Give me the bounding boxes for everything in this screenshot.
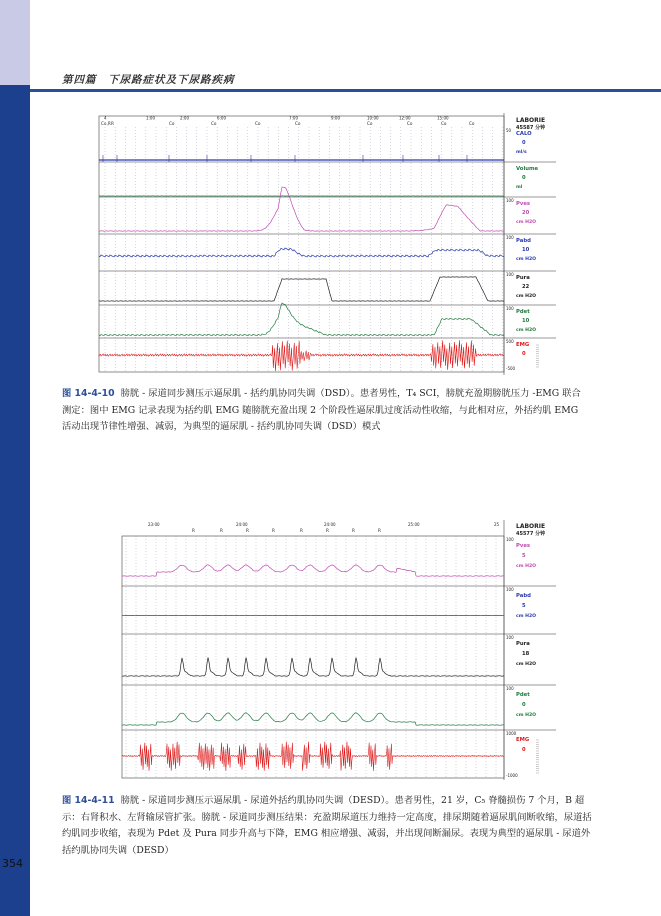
channel-unit: ml/s — [516, 150, 527, 155]
recording-id: 45587 分钟 — [516, 125, 546, 131]
time-tick-label: 25 — [494, 522, 500, 527]
event-marker: R — [378, 528, 381, 533]
channel-scale: 50 — [506, 128, 512, 133]
event-marker: R — [111, 121, 114, 126]
channel-name: CALO — [516, 131, 532, 137]
event-marker: Co — [211, 121, 217, 126]
caption-text: 膀胱 - 尿道同步测压示逼尿肌 - 括约肌协同失调（DSD）。患者男性，T₄ SCI，膀胱充盈期膀胱压力 -EMG 联合测定：图中 EMG 记录表现为括约肌 EMG 随膀胱充盈出现 2 个阶段性逼尿肌过度活动性收缩，与此相对应，外括约肌 EMG 活动出现节律性增强、减弱，为典型的逼尿肌 - 括约肌协同失调（DSD）模式 — [62, 388, 581, 432]
channel-scale: 100 — [506, 198, 514, 203]
channel-unit: cm H2O — [516, 328, 537, 333]
channel-name: Pabd — [516, 238, 531, 244]
figure-14-4-11 — [96, 520, 556, 780]
event-marker: Co,R — [101, 121, 111, 126]
channel-unit: ml — [516, 185, 523, 190]
channel-scale: 100 — [506, 587, 514, 592]
event-marker: R — [272, 528, 275, 533]
channel-unit: cm H2O — [516, 294, 537, 299]
device-name: LABORIE — [516, 523, 546, 530]
time-tick-label: 24:00 — [236, 522, 248, 527]
channel-unit: cm H2O — [516, 713, 537, 718]
channel-name: Pdet — [516, 692, 530, 698]
urodynamic-trace-1 — [96, 113, 556, 375]
device-name: LABORIE — [516, 117, 546, 124]
channel-value: 22 — [522, 284, 530, 290]
event-marker: Co — [169, 121, 175, 126]
channel-value: 18 — [522, 651, 530, 657]
channel-unit: cm H2O — [516, 564, 537, 569]
channel-scale: 100 — [506, 272, 514, 277]
channel-value: 0 — [522, 747, 526, 753]
running-header: 第四篇 下尿路症状及下尿路疾病 — [62, 74, 235, 86]
channel-scale: 500 — [506, 339, 514, 344]
channel-name: Pura — [516, 641, 530, 647]
time-tick-label: 15:00 — [437, 115, 449, 121]
channel-scale: 100 — [506, 635, 514, 640]
channel-value: 0 — [522, 351, 526, 357]
time-tick-label: 6:00 — [217, 115, 226, 121]
event-marker: R — [352, 528, 355, 533]
time-tick-label: 9:00 — [331, 115, 340, 121]
time-tick-label: 4 — [104, 115, 107, 121]
channel-scale: 1000 — [506, 731, 517, 736]
channel-scale: 100 — [506, 537, 514, 542]
event-marker: R — [326, 528, 329, 533]
time-tick-label: 7:00 — [289, 115, 298, 121]
channel-value: 0 — [522, 140, 526, 146]
left-band-top-block — [0, 0, 30, 85]
channel-scale: 100 — [506, 306, 514, 311]
page-number: 354 — [2, 857, 23, 870]
event-marker: R — [220, 528, 223, 533]
channel-value: 0 — [522, 175, 526, 181]
left-color-band — [0, 0, 30, 916]
time-tick-label: 1:00 — [146, 115, 155, 121]
figure-label: 图 14-4-10 — [62, 388, 115, 399]
channel-name: Pves — [516, 543, 531, 549]
recording-id: 45577 分钟 — [516, 531, 546, 537]
figure-14-4-10-caption — [62, 386, 587, 436]
event-marker: Co — [469, 121, 475, 126]
figure-14-4-10 — [96, 113, 556, 375]
channel-unit: cm H2O — [516, 257, 537, 262]
channel-value: 20 — [522, 210, 530, 216]
caption-text: 膀胱 - 尿道同步测压示逼尿肌 - 尿道外括约肌协同失调（DESD）。患者男性，21 岁，C₅ 脊髓损伤 7 个月，B 超示：右肾积水、左肾输尿管扩张。膀胱 - 尿道同步测压结果：充盈期尿道压力维持一定高度，排尿期随着逼尿肌间断收缩，尿道括约肌同步收缩，表现为 Pdet 及 Pura 同步升高与下降，EMG 相应增强、减弱，并出现间断漏尿。表现为典型的逼尿肌 - 尿道外括约肌协同失调（DESD） — [62, 795, 592, 856]
channel-scale: 100 — [506, 235, 514, 240]
event-marker: Co — [255, 121, 261, 126]
time-tick-label: 10:00 — [367, 115, 379, 121]
channel-name: EMG — [516, 342, 530, 348]
figure-label: 图 14-4-11 — [62, 795, 115, 806]
channel-name: Pdet — [516, 309, 530, 315]
event-marker: Co — [407, 121, 413, 126]
channel-value: 10 — [522, 247, 530, 253]
time-tick-label: 25:00 — [408, 522, 420, 527]
figure-14-4-11-caption — [62, 793, 597, 859]
time-tick-label: 12:00 — [399, 115, 411, 121]
channel-name: Volume — [516, 166, 539, 172]
event-marker: Co — [295, 121, 301, 126]
channel-unit: cm H2O — [516, 614, 537, 619]
emg-bottom-scale: -500 — [506, 366, 516, 371]
event-marker: Co — [441, 121, 447, 126]
channel-value: 5 — [522, 553, 526, 559]
urodynamic-trace-2 — [96, 520, 556, 780]
event-marker: R — [246, 528, 249, 533]
channel-name: Pura — [516, 275, 530, 281]
channel-name: EMG — [516, 737, 530, 743]
emg-bottom-scale: -1000 — [506, 773, 518, 778]
channel-value: 10 — [522, 318, 530, 324]
time-tick-label: 24:00 — [324, 522, 336, 527]
event-marker: R — [300, 528, 303, 533]
plot-background — [96, 113, 556, 375]
channel-name: Pves — [516, 201, 531, 207]
time-tick-label: 23:00 — [148, 522, 160, 527]
event-marker: R — [192, 528, 195, 533]
channel-scale: 100 — [506, 686, 514, 691]
time-tick-label: 2:00 — [180, 115, 189, 121]
channel-unit: cm H2O — [516, 220, 537, 225]
channel-unit: cm H2O — [516, 662, 537, 667]
channel-name: Pabd — [516, 593, 531, 599]
header-rule — [30, 89, 661, 92]
channel-value: 5 — [522, 603, 526, 609]
event-marker: Co — [367, 121, 373, 126]
channel-value: 0 — [522, 702, 526, 708]
